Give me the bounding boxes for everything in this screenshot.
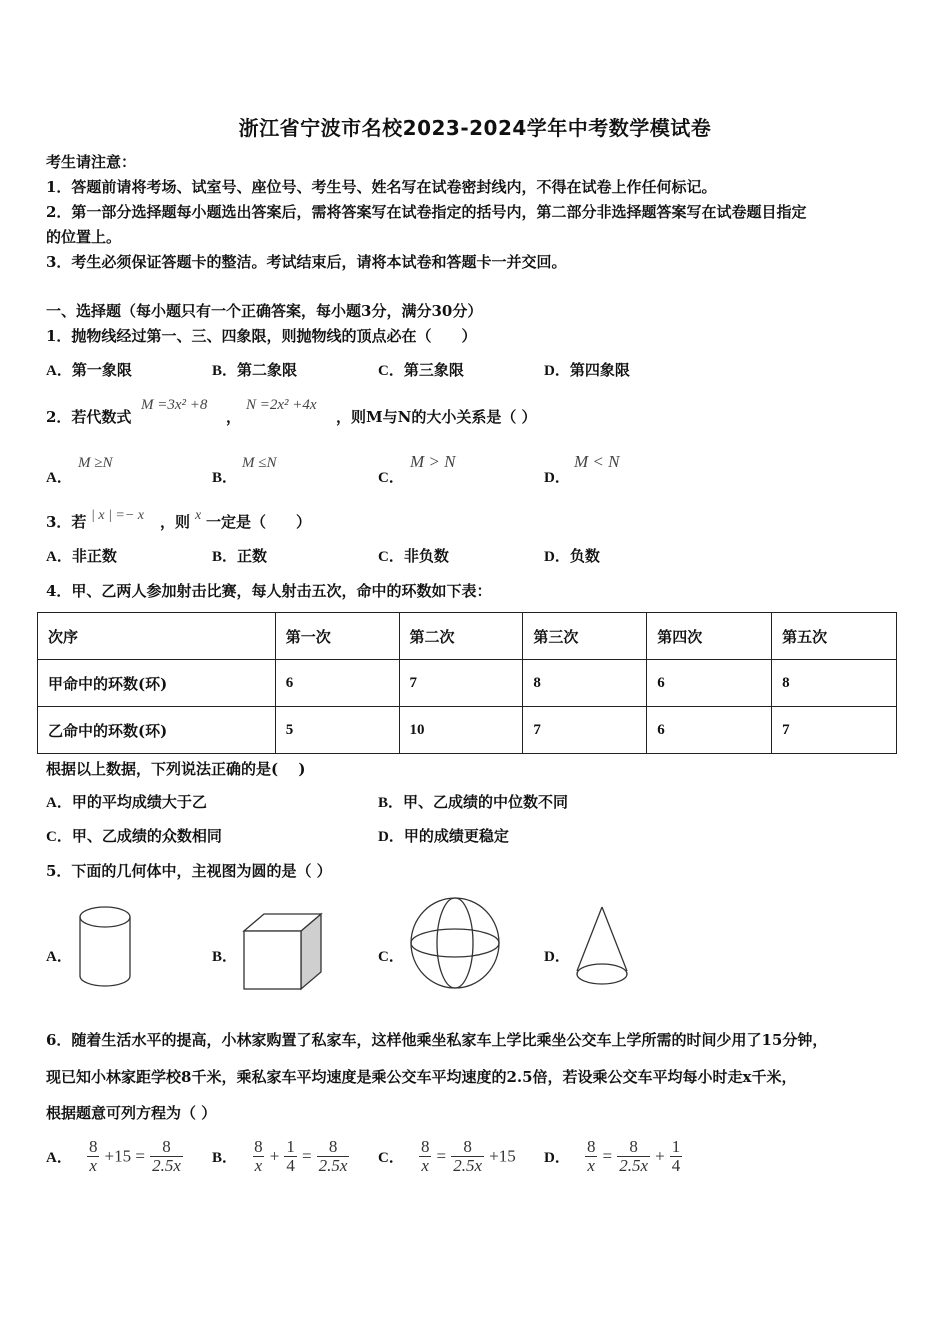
table-cell: 6 xyxy=(647,707,772,754)
q2-stem-prefix: 2．若代数式 xyxy=(46,408,132,426)
q6-option-d[interactable] xyxy=(544,1138,682,1175)
fraction xyxy=(150,1138,183,1175)
option-label: D． xyxy=(544,363,570,379)
fraction xyxy=(419,1138,432,1175)
fraction xyxy=(87,1138,100,1175)
option-label: C． xyxy=(378,363,404,379)
option-text: 非正数 xyxy=(71,547,117,565)
q6-option-c[interactable] xyxy=(378,1138,516,1175)
option-label: A． xyxy=(46,1150,72,1166)
q3-stem-mid: ，则 xyxy=(160,513,191,531)
q4-option-b[interactable] xyxy=(378,792,568,813)
operator: +15 = xyxy=(104,1146,145,1166)
fraction xyxy=(617,1138,650,1175)
option-label: B． xyxy=(212,470,238,486)
notice-item-3: 3．考生必须保证答题卡的整洁。考试结束后，请将本试卷和答题卡一并交回。 xyxy=(46,253,567,271)
q6-option-a[interactable] xyxy=(46,1138,183,1175)
table-cell: 10 xyxy=(399,707,523,754)
q2-stem-suffix: ，则M与N的大小关系是（ ） xyxy=(336,408,537,426)
q3-option-d[interactable] xyxy=(544,546,600,567)
q5-stem: 5．下面的几何体中，主视图为圆的是（ ） xyxy=(46,862,332,880)
q3-expr: | x | =− x xyxy=(91,508,145,523)
operator: = xyxy=(436,1146,447,1166)
q4-stem: 4．甲、乙两人参加射击比赛，每人射击五次，命中的环数如下表： xyxy=(46,582,492,600)
numerator: 1 xyxy=(671,1137,681,1156)
q1-stem: 1．抛物线经过第一、三、四象限，则抛物线的顶点必在（ ） xyxy=(46,327,477,345)
option-text: 正数 xyxy=(237,547,268,565)
notice-heading: 考生请注意： xyxy=(46,153,137,171)
denominator: 2.5x xyxy=(318,1156,348,1175)
option-label: B． xyxy=(212,549,238,565)
q2-expr-m: M =3x² +8 xyxy=(141,397,208,413)
q4-option-a[interactable] xyxy=(46,792,207,813)
table-row xyxy=(38,660,897,707)
table-row xyxy=(38,707,897,754)
q6-stem-line-1: 6．随着生活水平的提高，小林家购置了私家车，这样他乘坐私家车上学比乘坐公交车上学所需的时间少用了15分钟， xyxy=(46,1031,828,1049)
option-label: D． xyxy=(544,549,570,565)
option-label: C． xyxy=(378,1150,404,1166)
option-expr: M < N xyxy=(574,452,620,471)
option-label: C． xyxy=(378,470,404,486)
option-label: A． xyxy=(46,795,72,811)
q4-option-d[interactable] xyxy=(378,826,509,847)
option-text: 甲的成绩更稳定 xyxy=(403,827,509,845)
table-header-row xyxy=(38,613,897,660)
table-cell: 6 xyxy=(275,660,399,707)
denominator: x xyxy=(421,1156,429,1175)
fraction xyxy=(451,1138,484,1175)
option-label: B． xyxy=(378,795,404,811)
cone-figure[interactable] xyxy=(572,905,632,989)
q3-stem-prefix: 3．若 xyxy=(46,513,87,531)
q5-option-a-label[interactable]: A． xyxy=(46,949,72,965)
option-label: A． xyxy=(46,363,72,379)
denominator: 4 xyxy=(286,1156,295,1175)
table-cell: 8 xyxy=(772,660,897,707)
option-label: B． xyxy=(212,363,238,379)
operator: +15 xyxy=(489,1146,516,1166)
table-cell: 8 xyxy=(523,660,647,707)
option-text: 甲的平均成绩大于乙 xyxy=(71,793,207,811)
section-heading: 一、选择题（每小题只有一个正确答案，每小题3分，满分30分） xyxy=(46,302,483,320)
option-label: A． xyxy=(46,470,72,486)
cylinder-figure[interactable] xyxy=(75,903,137,991)
numerator: 8 xyxy=(586,1137,596,1156)
denominator: x xyxy=(587,1156,595,1175)
fraction xyxy=(585,1138,598,1175)
numerator: 8 xyxy=(420,1137,430,1156)
operator: = xyxy=(301,1146,312,1166)
q3-option-c[interactable] xyxy=(378,546,449,567)
numerator: 8 xyxy=(162,1137,171,1156)
page-title: 浙江省宁波市名校2023-2024学年中考数学模试卷 xyxy=(238,116,712,140)
notice-item-2-cont: 的位置上。 xyxy=(46,228,122,246)
option-text: 甲、乙成绩的众数相同 xyxy=(71,827,222,845)
option-label: A． xyxy=(46,549,72,565)
table-cell: 7 xyxy=(399,660,523,707)
table-header-cell: 第五次 xyxy=(772,613,897,660)
table-cell: 7 xyxy=(523,707,647,754)
option-label: D． xyxy=(544,470,570,486)
option-expr: M ≥N xyxy=(78,455,113,471)
option-label: D． xyxy=(378,829,404,845)
table-cell: 5 xyxy=(275,707,399,754)
fraction xyxy=(317,1138,350,1175)
option-text: 负数 xyxy=(569,547,600,565)
shooting-scores-table xyxy=(37,612,897,754)
q1-option-d[interactable] xyxy=(544,360,630,381)
option-label: C． xyxy=(46,829,72,845)
operator: + xyxy=(655,1146,665,1166)
q3-var: x xyxy=(195,508,202,523)
option-text: 第四象限 xyxy=(569,361,630,379)
fraction xyxy=(284,1138,297,1175)
denominator: x xyxy=(89,1156,97,1175)
q2-expr-n: N =2x² +4x xyxy=(246,397,317,413)
option-expr: M > N xyxy=(410,452,456,471)
q5-option-b-label[interactable]: B． xyxy=(212,949,238,965)
q4-option-c[interactable] xyxy=(46,826,222,847)
q3-option-a[interactable] xyxy=(46,546,117,567)
fraction xyxy=(252,1138,265,1175)
numerator: 8 xyxy=(463,1137,472,1156)
denominator: 4 xyxy=(671,1156,681,1175)
option-label: B． xyxy=(212,1150,238,1166)
option-expr: M ≤N xyxy=(242,455,277,471)
numerator: 8 xyxy=(328,1137,338,1156)
q5-option-d-label[interactable]: D． xyxy=(544,949,570,965)
option-label: C． xyxy=(378,549,404,565)
option-label: D． xyxy=(544,1150,570,1166)
sphere-figure[interactable] xyxy=(407,895,503,991)
option-text: 第一象限 xyxy=(71,361,132,379)
q1-option-b[interactable] xyxy=(212,360,297,381)
option-text: 非负数 xyxy=(403,547,449,565)
q1-option-a[interactable] xyxy=(46,360,132,381)
table-cell: 7 xyxy=(772,707,897,754)
numerator: 8 xyxy=(254,1137,263,1156)
table-cell: 6 xyxy=(647,660,772,707)
cube-figure[interactable] xyxy=(240,912,326,992)
numerator: 1 xyxy=(286,1137,295,1156)
option-text: 第三象限 xyxy=(403,361,464,379)
table-header-cell: 第四次 xyxy=(647,613,772,660)
denominator: 2.5x xyxy=(453,1156,483,1175)
notice-item-2: 2．第一部分选择题每小题选出答案后，需将答案写在试卷指定的括号内，第二部分非选择题答案写在试卷题目指定 xyxy=(46,203,807,221)
operator: + xyxy=(269,1146,280,1166)
q3-stem-suffix: 一定是（ ） xyxy=(206,513,312,531)
q3-option-b[interactable] xyxy=(212,546,267,567)
option-text: 第二象限 xyxy=(237,361,298,379)
denominator: 2.5x xyxy=(619,1156,649,1175)
q2-sep: ， xyxy=(226,408,242,426)
denominator: 2.5x xyxy=(152,1156,181,1175)
row-label: 乙命中的环数(环) xyxy=(38,707,276,754)
numerator: 8 xyxy=(629,1137,638,1156)
q5-option-c-label[interactable]: C． xyxy=(378,949,404,965)
denominator: x xyxy=(254,1156,263,1175)
table-header-cell: 次序 xyxy=(38,613,276,660)
option-text: 甲、乙成绩的中位数不同 xyxy=(403,793,569,811)
q4-prompt: 根据以上数据，下列说法正确的是( ) xyxy=(46,760,306,778)
row-label: 甲命中的环数(环) xyxy=(38,660,276,707)
table-header-cell: 第三次 xyxy=(523,613,647,660)
q6-stem-line-3: 根据题意可列方程为（ ） xyxy=(46,1104,217,1122)
operator: = xyxy=(602,1146,613,1166)
q6-stem-line-2: 现已知小林家距学校8千米，乘私家车平均速度是乘公交车平均速度的2.5倍，若设乘公交车平均每小时走x千米， xyxy=(46,1068,797,1086)
fraction xyxy=(670,1138,683,1175)
table-header-cell: 第一次 xyxy=(275,613,399,660)
q6-option-b[interactable] xyxy=(212,1138,349,1175)
q1-option-c[interactable] xyxy=(378,360,464,381)
numerator: 8 xyxy=(88,1137,98,1156)
table-header-cell: 第二次 xyxy=(399,613,523,660)
notice-item-1: 1．答题前请将考场、试室号、座位号、考生号、姓名写在试卷密封线内，不得在试卷上作任何标记。 xyxy=(46,178,717,196)
